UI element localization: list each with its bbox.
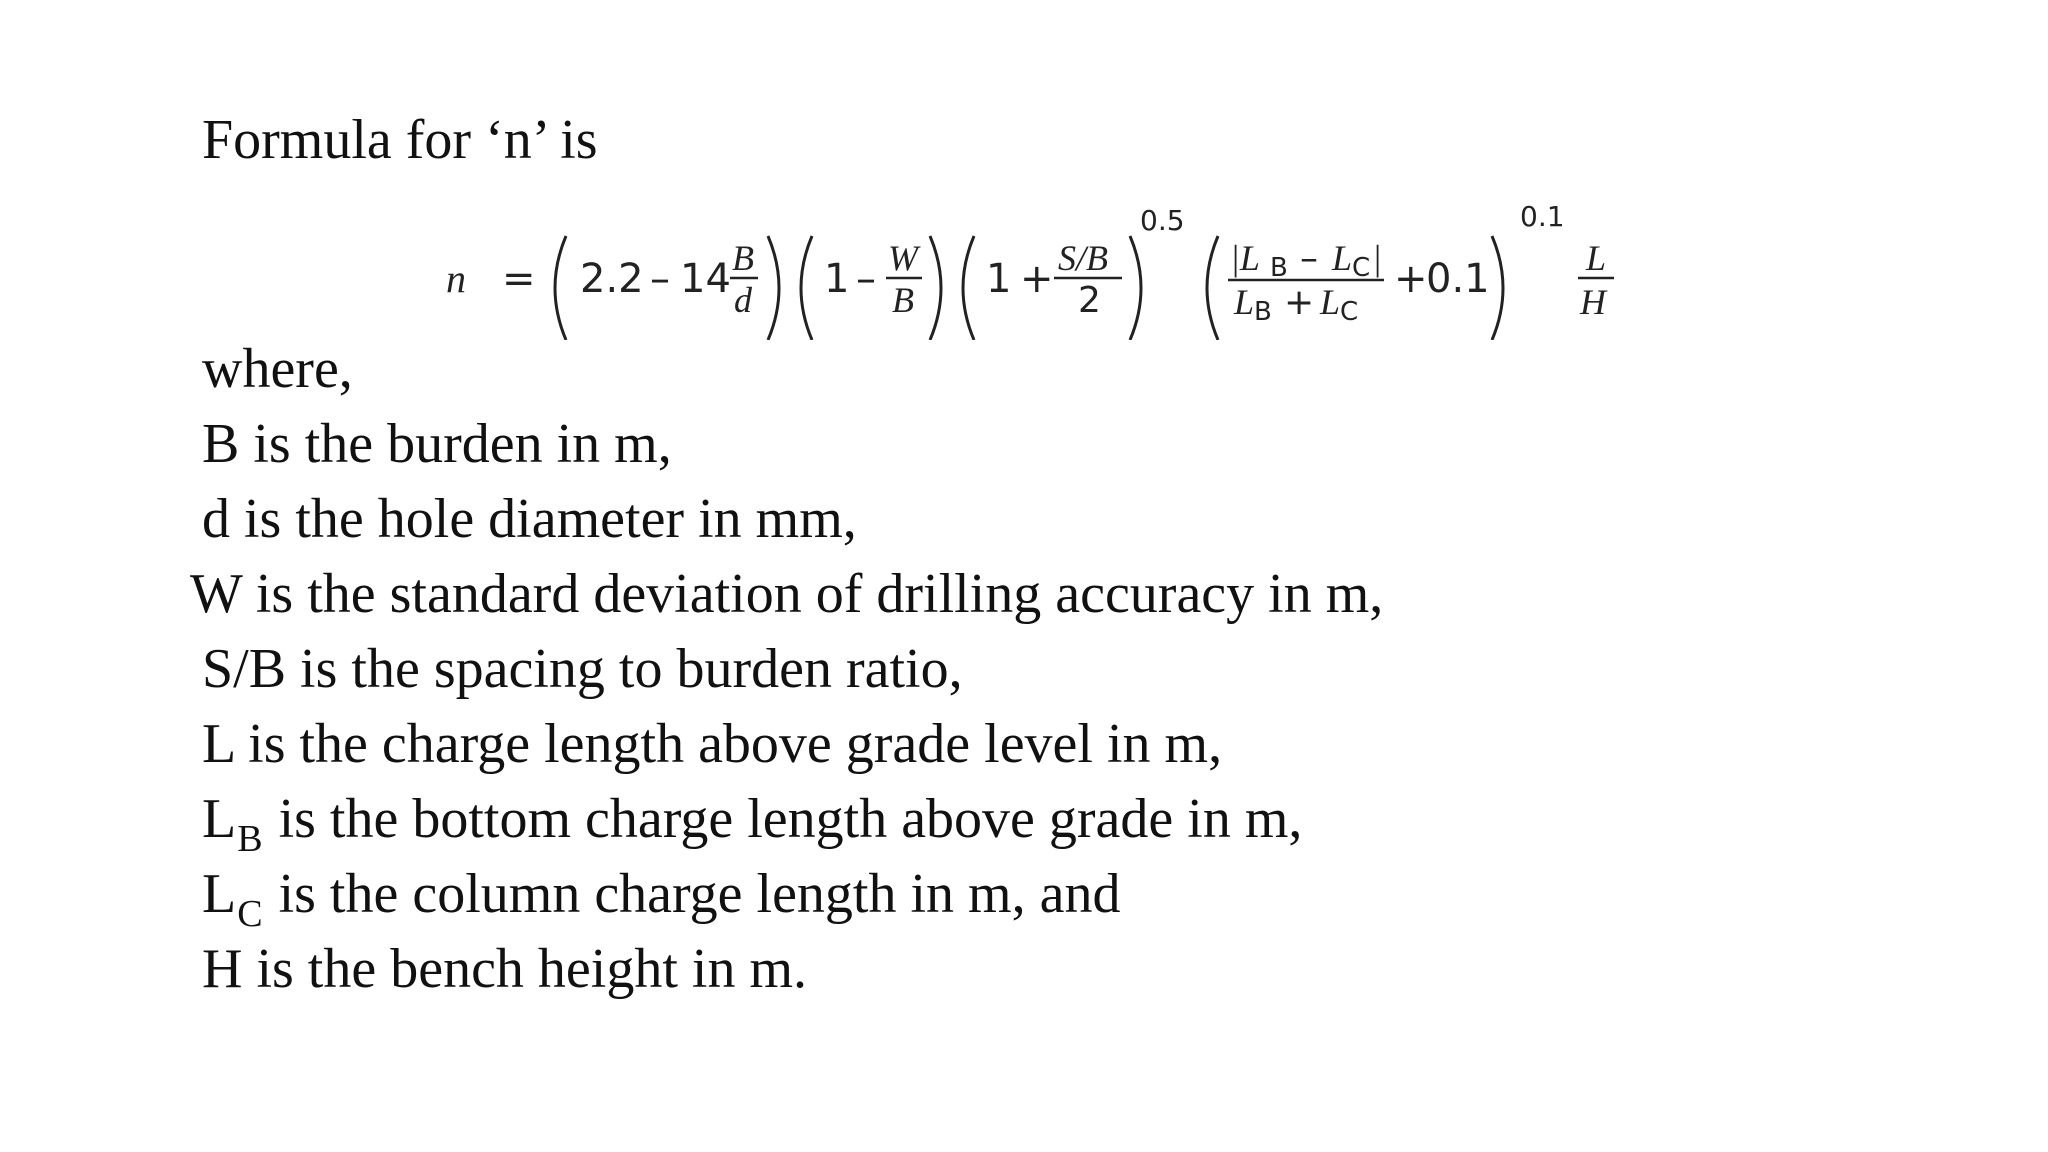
formula-equals: = [502, 256, 536, 302]
formula-svg [440, 200, 1760, 340]
formula-minus-2: – [856, 256, 876, 302]
formula-frac1-den: d [734, 280, 752, 320]
formula-frac3-num: S/B [1058, 238, 1108, 278]
formula-exponent-0-5: 0.5 [1140, 204, 1185, 237]
definition-lb [202, 787, 1303, 860]
formula-plus-3: + [1394, 256, 1428, 302]
formula-frac1-num: B [732, 238, 754, 278]
definition-d: d is the hole diameter in mm, [202, 488, 857, 550]
formula-sub-b-2: B [1254, 297, 1272, 327]
definition-lc-rest: is the column charge length in m, and [264, 863, 1121, 925]
paren-open-2 [801, 236, 812, 340]
definition-lb-main: L [202, 788, 237, 850]
formula-14: 14 [680, 256, 731, 302]
definition-lb-sub: B [237, 818, 263, 860]
paren-close-1 [768, 236, 779, 340]
paren-open-3 [963, 236, 974, 340]
formula-one-1: 1 [824, 256, 850, 302]
paren-open-1 [555, 236, 566, 340]
formula-lc-1: L [1332, 238, 1353, 278]
formula-sub-b-1: B [1270, 253, 1288, 283]
formula-lb-2: L [1234, 282, 1255, 322]
formula-minus-3: – [1300, 238, 1318, 279]
paren-open-4 [1207, 236, 1218, 340]
formula-exponent-0-1: 0.1 [1520, 200, 1565, 233]
definition-lc-sub: C [237, 893, 263, 935]
definition-lb-rest: is the bottom charge length above grade in m, [264, 788, 1303, 850]
heading-text: Formula for ‘n’ is [202, 109, 598, 171]
formula-2-2: 2.2 [580, 256, 644, 302]
paren-close-4 [1492, 236, 1503, 340]
definition-w: W is the standard deviation of drilling accuracy in m, [190, 563, 1384, 625]
definition-lc-main: L [202, 863, 237, 925]
formula-plus-1: + [1020, 256, 1054, 302]
formula-abs-lb: |L [1230, 238, 1260, 278]
formula-frac2-num: W [888, 238, 918, 278]
definition-sb: S/B is the spacing to burden ratio, [202, 638, 963, 700]
formula-sub-c-1: C [1352, 253, 1371, 283]
definition-b: B is the burden in m, [202, 413, 672, 475]
formula-lc-2: L [1320, 282, 1341, 322]
formula-plus-2: + [1284, 282, 1315, 323]
definition-where: where, [202, 338, 353, 400]
formula-one-2: 1 [986, 256, 1012, 302]
definition-lc [202, 862, 1121, 935]
paren-close-3 [1130, 236, 1141, 340]
formula-sub-c-2: C [1340, 297, 1359, 327]
formula-0-1: 0.1 [1426, 256, 1490, 302]
formula-abs-end: | [1372, 238, 1382, 278]
definition-l: L is the charge length above grade level in m, [202, 713, 1223, 775]
formula-minus-1: – [650, 256, 670, 302]
formula-equation [440, 200, 1760, 340]
definition-h: H is the bench height in m. [202, 938, 808, 1000]
formula-n: n [446, 256, 466, 301]
formula-frac5-den: H [1580, 282, 1606, 322]
formula-frac2-den: B [892, 280, 914, 320]
paren-close-2 [930, 236, 941, 340]
formula-frac3-den: 2 [1078, 280, 1101, 321]
formula-frac5-num: L [1586, 238, 1607, 278]
